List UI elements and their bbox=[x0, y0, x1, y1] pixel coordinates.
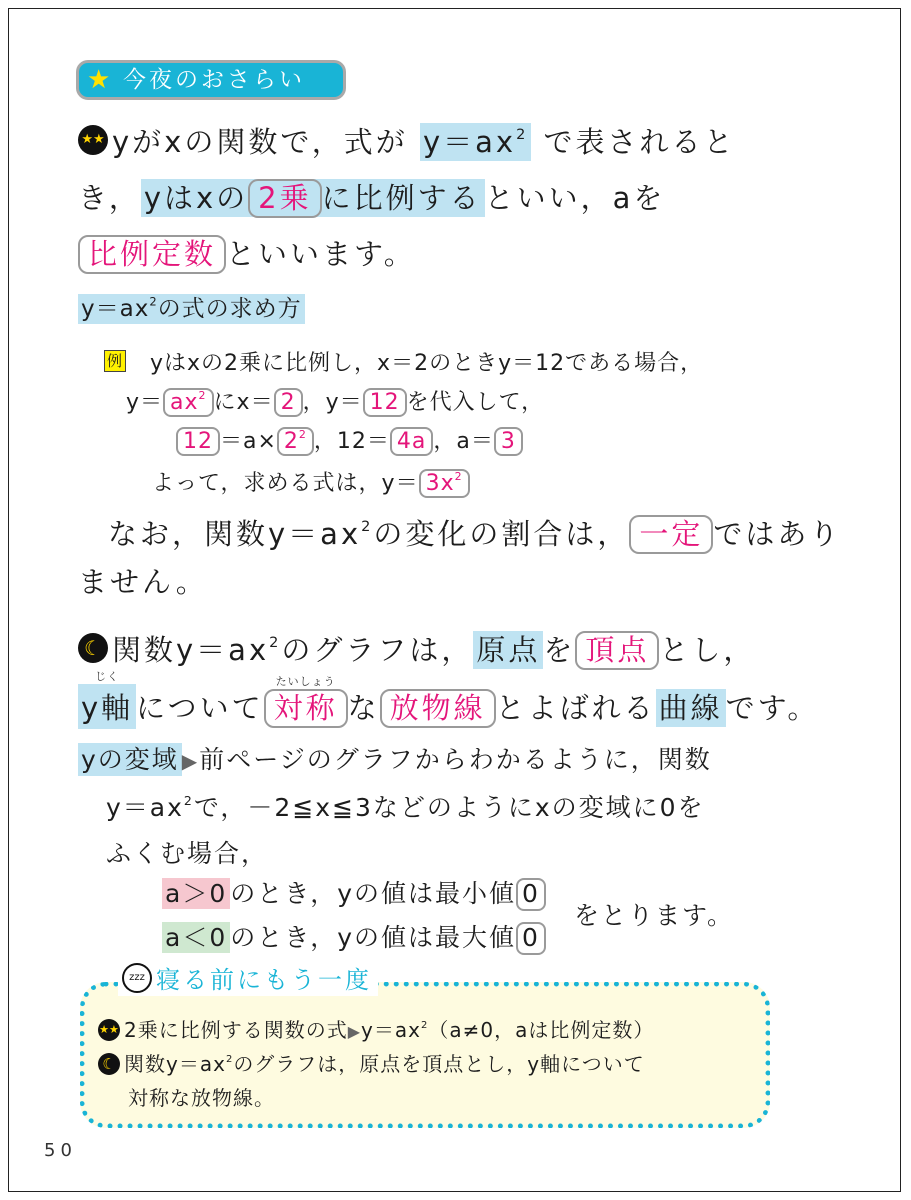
answer-box: $3x^2$ bbox=[419, 469, 470, 498]
example-line3: $12 =a\times 2^2$ ，12＝ 4a ，a＝ 3 bbox=[176, 424, 523, 456]
star-icon: ★ bbox=[87, 65, 114, 95]
answer-box-square: 2乗 bbox=[248, 179, 321, 218]
howto-title: $y=ax^2$の式の求め方 bbox=[78, 290, 305, 323]
case-positive: a＞0 のとき，yの値は最小値 0 bbox=[162, 874, 546, 911]
answer-box-vertex: 頂点 bbox=[575, 631, 659, 670]
domain-line3: ふくむ場合， bbox=[106, 839, 269, 868]
p1-line2: き， yはxの 2乗 に比例する といい，aを bbox=[78, 176, 665, 218]
answer-box-min: 0 bbox=[516, 878, 546, 911]
origin-highlight: 原点 bbox=[473, 631, 543, 669]
domain-tail: をとります。 bbox=[574, 901, 735, 930]
triangle-right-icon: ▶ bbox=[181, 749, 200, 773]
section-tag-label: 今夜のおさらい bbox=[123, 67, 305, 93]
answer-box: 2 bbox=[274, 388, 303, 417]
example-line4: よって，求める式は，$y= 3x^2$ bbox=[152, 466, 470, 498]
proportional-highlight: yはxの 2乗 に比例する bbox=[141, 179, 485, 217]
answer-box: 12 bbox=[176, 427, 220, 456]
answer-box: 4a bbox=[390, 427, 433, 456]
answer-box: $2^2$ bbox=[277, 427, 314, 456]
stars-icon: ★★ bbox=[98, 1019, 120, 1041]
review-title: zzz 寝る前にもう一度 bbox=[118, 960, 378, 996]
example-label: 例 bbox=[104, 350, 126, 372]
moon-icon: ☾ bbox=[78, 633, 108, 663]
y-axis-highlight: じく y軸 bbox=[78, 684, 136, 729]
a-negative-highlight: a＜0 bbox=[162, 922, 230, 953]
p2-line2: ません。 bbox=[78, 565, 208, 599]
answer-box-symmetric: たいしょう 対称 bbox=[264, 689, 348, 728]
case-negative: a＜0 のとき，yの値は最大値 0 bbox=[162, 918, 546, 955]
answer-box: 3 bbox=[494, 427, 523, 456]
answer-box-constant: 比例定数 bbox=[78, 235, 226, 274]
stars-icon: ★★ bbox=[78, 125, 108, 155]
answer-box-max: 0 bbox=[516, 922, 546, 955]
curve-highlight: 曲線 bbox=[656, 689, 726, 727]
domain-label: yの変域 bbox=[78, 743, 182, 776]
ruby-taisho: たいしょう bbox=[275, 675, 336, 688]
p2-line1: なお，関数$y=ax^2$の変化の割合は， 一定 ではあり bbox=[108, 512, 841, 554]
a-positive-highlight: a＞0 bbox=[162, 878, 230, 909]
moon-icon: ☾ bbox=[98, 1053, 120, 1075]
p1-line1: ★★ yがxの関数で，式が $y=ax^2$ で表されると bbox=[78, 120, 736, 161]
review-item1: ★★ 2乗に比例する関数の式$▶y=ax^2(a\ne 0$，aは比例定数） bbox=[99, 1018, 655, 1042]
triangle-right-icon: ▶ bbox=[347, 1022, 362, 1041]
section-tag bbox=[76, 60, 346, 100]
formula-highlight: $y=ax^2$ bbox=[420, 123, 531, 161]
p3-line2: じく y軸 について たいしょう 対称 な 放物線 とよばれる 曲線 です。 bbox=[78, 684, 819, 729]
page-number: 50 bbox=[44, 1140, 77, 1161]
p3-line1: ☾ 関数$y=ax^2$のグラフは， 原点 を 頂点 とし， bbox=[78, 628, 755, 670]
domain-line2: $y=ax^2$で，－2≦x≦3などのようにxの変域に0を bbox=[106, 792, 705, 822]
review-item2: ☾ 関数$y=ax^2$のグラフは，原点を頂点とし，y軸について bbox=[98, 1048, 645, 1077]
p1-line3: 比例定数 といいます。 bbox=[78, 232, 416, 274]
example-line1: 例 yはxの2乗に比例し，x＝2のときy＝12である場合， bbox=[104, 346, 703, 377]
answer-box: 12 bbox=[363, 388, 407, 417]
example-line2: $y= ax^2$ にx＝ 2 ，y＝ 12 を代入して， bbox=[126, 385, 544, 417]
answer-box-parabola: 放物線 bbox=[380, 689, 496, 728]
domain-line1: yの変域 ▶前ページのグラフからわかるように，関数 bbox=[78, 740, 712, 776]
ruby-jiku: じく bbox=[95, 670, 120, 683]
sleep-icon: zzz bbox=[122, 963, 152, 993]
answer-box-constant-rate: 一定 bbox=[629, 515, 713, 554]
review-item2-line2: 対称な放物線。 bbox=[128, 1086, 275, 1110]
answer-box: $ax^2$ bbox=[163, 388, 214, 417]
